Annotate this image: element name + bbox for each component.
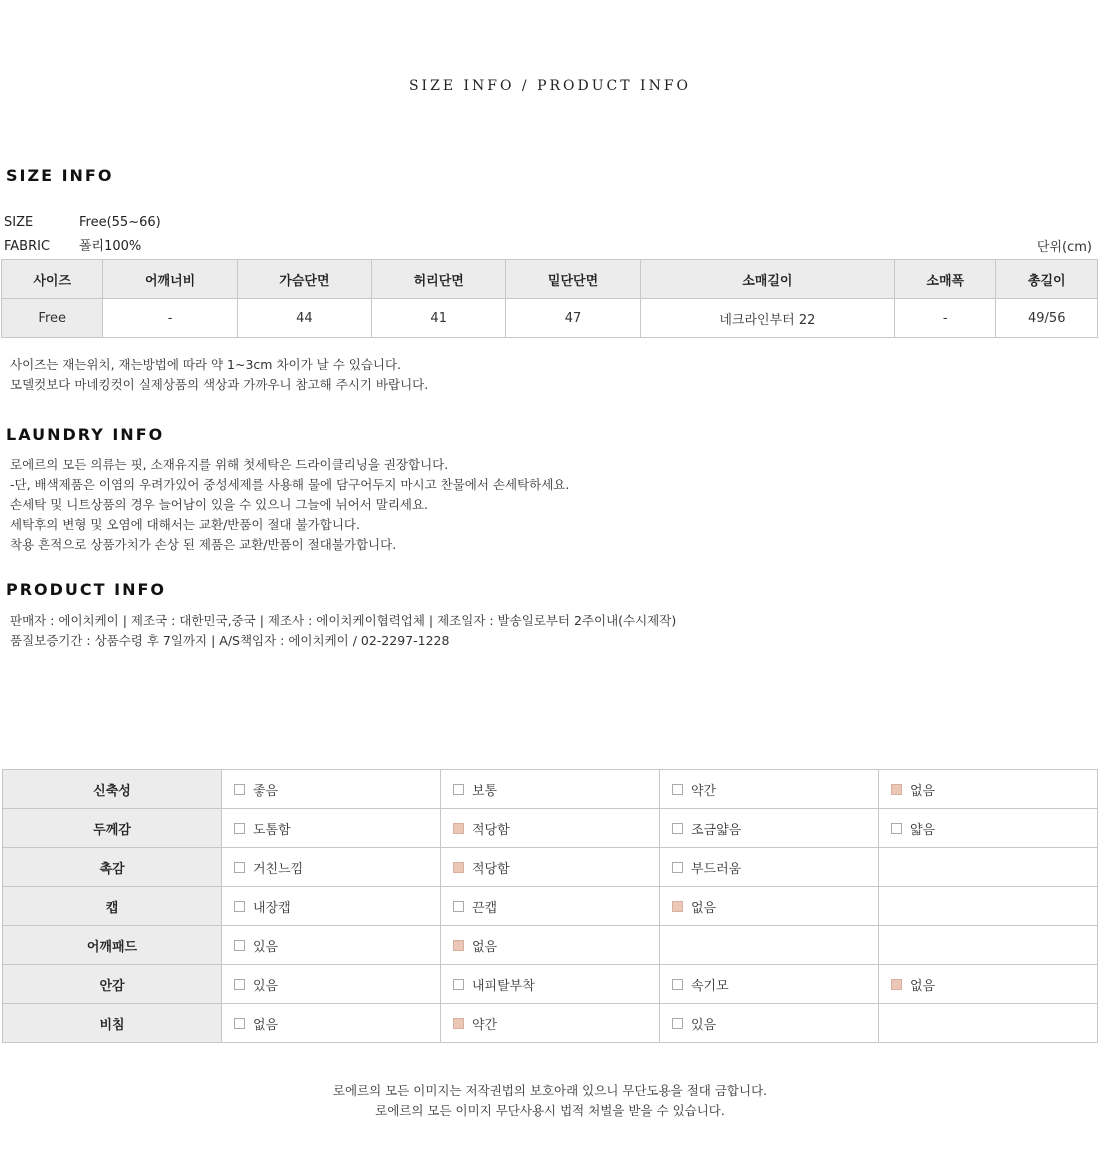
laundry-line: 손세탁 및 니트상품의 경우 늘어남이 있을 수 있으니 그늘에 뉘어서 말리세요. [10, 497, 429, 512]
laundry-line: 로에르의 모든 의류는 핏, 소재유지를 위해 첫세탁은 드라이클리닝을 권장합니다. [10, 457, 449, 472]
feel-option-label: 거친느낌 [253, 861, 304, 877]
size-cell: 41 [372, 299, 506, 338]
feel-option [672, 858, 741, 877]
size-col-header: 소매길이 [640, 260, 894, 299]
feel-option-cell [222, 809, 441, 848]
feel-option-label: 없음 [691, 900, 717, 916]
laundry-info-heading: LAUNDRY INFO [6, 425, 165, 444]
table-row [3, 965, 1098, 1004]
feel-option-cell [879, 1004, 1098, 1043]
size-note: 모델컷보다 마네킹컷이 실제상품의 색상과 가까우니 참고해 주시기 바랍니다. [10, 377, 429, 392]
size-cell: Free [2, 299, 103, 338]
feel-option-cell [879, 926, 1098, 965]
size-info-heading: SIZE INFO [6, 166, 114, 185]
size-cell: - [895, 299, 996, 338]
checked-box-icon [891, 979, 902, 990]
product-line: 품질보증기간 : 상품수령 후 7일까지 | A/S책임자 : 에이치케이 / 02-2297-1228 [10, 633, 450, 648]
feel-option-cell [441, 887, 660, 926]
checked-box-icon [672, 901, 683, 912]
checked-box-icon [453, 823, 464, 834]
product-info-heading: PRODUCT INFO [6, 580, 167, 599]
unchecked-box-icon [453, 979, 464, 990]
unchecked-box-icon [453, 784, 464, 795]
feel-option-cell [660, 770, 879, 809]
feel-row-label: 신축성 [3, 770, 222, 809]
feel-option [234, 858, 303, 877]
feel-option-label: 내피탈부착 [472, 978, 535, 994]
feel-option-cell [441, 809, 660, 848]
size-label: SIZE [4, 215, 34, 230]
feel-option [453, 819, 510, 838]
feel-option-cell [222, 1004, 441, 1043]
product-text [10, 611, 676, 651]
feel-option-label: 있음 [691, 1017, 717, 1033]
feel-option [891, 819, 935, 838]
feel-option [891, 780, 935, 799]
unchecked-box-icon [234, 1018, 245, 1029]
feel-row-label: 촉감 [3, 848, 222, 887]
table-row [2, 299, 1098, 338]
size-note: 사이즈는 재는위치, 재는방법에 따라 약 1~3cm 차이가 날 수 있습니다. [10, 357, 402, 372]
feel-option-label: 있음 [253, 978, 279, 994]
feel-option [672, 1014, 716, 1033]
feel-option-cell [441, 848, 660, 887]
size-cell: - [103, 299, 237, 338]
feel-option [234, 975, 278, 994]
feel-option-cell [660, 809, 879, 848]
feel-option-cell [441, 965, 660, 1004]
feel-option-cell [441, 1004, 660, 1043]
laundry-line: 세탁후의 변형 및 오염에 대해서는 교환/반품이 절대 불가합니다. [10, 517, 360, 532]
size-col-header: 총길이 [996, 260, 1098, 299]
unchecked-box-icon [891, 823, 902, 834]
size-value: Free(55~66) [79, 215, 161, 230]
feel-option-label: 약간 [691, 783, 717, 799]
feel-option-cell [222, 848, 441, 887]
feel-option-label: 내장캡 [253, 900, 291, 916]
product-line: 판매자 : 에이치케이 | 제조국 : 대한민국,중국 | 제조사 : 에이치케이협력업체 | 제조일자 : 발송일로부터 2주이내(수시제작) [10, 613, 677, 628]
checked-box-icon [891, 784, 902, 795]
unchecked-box-icon [234, 901, 245, 912]
table-row [3, 848, 1098, 887]
size-spec [4, 215, 161, 230]
feel-option-label: 도톰함 [253, 822, 291, 838]
page-title: SIZE INFO / PRODUCT INFO [408, 78, 692, 94]
feel-option-label: 속기모 [691, 978, 729, 994]
feel-option-cell [879, 809, 1098, 848]
unchecked-box-icon [234, 940, 245, 951]
fabric-label: FABRIC [4, 239, 51, 254]
feel-option [453, 1014, 497, 1033]
size-cell: 44 [237, 299, 371, 338]
feel-option-cell [660, 926, 879, 965]
size-col-header: 어깨너비 [103, 260, 237, 299]
unchecked-box-icon [672, 1018, 683, 1029]
feel-option-cell [660, 887, 879, 926]
feel-option [234, 936, 278, 955]
feel-option-cell [441, 926, 660, 965]
feel-option [453, 858, 510, 877]
unchecked-box-icon [234, 979, 245, 990]
feel-row-label: 두께감 [3, 809, 222, 848]
unchecked-box-icon [672, 823, 683, 834]
size-table [1, 259, 1098, 338]
size-table-header [2, 260, 1098, 299]
feel-option [234, 819, 291, 838]
unchecked-box-icon [453, 901, 464, 912]
feel-option-label: 보통 [472, 783, 498, 799]
feel-row-label: 안감 [3, 965, 222, 1004]
feel-option-label: 없음 [910, 783, 936, 799]
fabric-spec [4, 235, 141, 254]
size-col-header: 사이즈 [2, 260, 103, 299]
feel-option-label: 없음 [910, 978, 936, 994]
feel-option-cell [222, 926, 441, 965]
feel-option [891, 975, 935, 994]
feel-option-label: 없음 [472, 939, 498, 955]
feel-option-label: 있음 [253, 939, 279, 955]
size-col-header: 가슴단면 [237, 260, 371, 299]
table-row [3, 770, 1098, 809]
feel-option-label: 조금얇음 [691, 822, 742, 838]
size-cell: 49/56 [996, 299, 1098, 338]
fabric-value: 폴리100% [79, 239, 142, 254]
feel-option-cell [222, 770, 441, 809]
checked-box-icon [453, 1018, 464, 1029]
feel-option-cell [879, 770, 1098, 809]
feel-option-label: 부드러움 [691, 861, 742, 877]
size-cell: 네크라인부터 22 [640, 299, 894, 338]
feel-option-label: 없음 [253, 1017, 279, 1033]
copyright-line: 로에르의 모든 이미지는 저작권법의 보호아래 있으니 무단도용을 절대 금합니다. [332, 1083, 768, 1098]
feel-option-label: 적당함 [472, 822, 510, 838]
unchecked-box-icon [234, 862, 245, 873]
feel-option-cell [660, 848, 879, 887]
unchecked-box-icon [234, 823, 245, 834]
feel-option-cell [879, 965, 1098, 1004]
checked-box-icon [453, 940, 464, 951]
fabric-feel-table [2, 769, 1098, 1043]
feel-option-cell [879, 848, 1098, 887]
feel-option-label: 좋음 [253, 783, 279, 799]
feel-option-cell [660, 965, 879, 1004]
unit-label: 단위(cm) [1036, 240, 1092, 255]
unchecked-box-icon [234, 784, 245, 795]
feel-option-label: 끈캡 [472, 900, 498, 916]
feel-option [672, 975, 729, 994]
copyright-notice [0, 1081, 1100, 1121]
feel-option [672, 819, 741, 838]
checked-box-icon [453, 862, 464, 873]
table-row [3, 809, 1098, 848]
feel-option [234, 1014, 278, 1033]
feel-option [234, 780, 278, 799]
size-col-header: 소매폭 [895, 260, 996, 299]
feel-row-label: 캡 [3, 887, 222, 926]
laundry-line: 착용 흔적으로 상품가치가 손상 된 제품은 교환/반품이 절대불가합니다. [10, 537, 397, 552]
unchecked-box-icon [672, 979, 683, 990]
feel-option [672, 897, 716, 916]
feel-option-cell [222, 965, 441, 1004]
table-row [3, 926, 1098, 965]
feel-option-label: 적당함 [472, 861, 510, 877]
laundry-text [10, 455, 569, 555]
size-col-header: 밑단단면 [506, 260, 640, 299]
feel-option [453, 936, 497, 955]
feel-option-cell [222, 887, 441, 926]
size-notes [10, 355, 428, 395]
table-row [3, 1004, 1098, 1043]
feel-row-label: 비침 [3, 1004, 222, 1043]
feel-option [453, 897, 497, 916]
laundry-line: -단, 배색제품은 이염의 우려가있어 중성세제를 사용해 물에 담구어두지 마시고 찬물에서 손세탁하세요. [10, 477, 570, 492]
unchecked-box-icon [672, 784, 683, 795]
feel-option-cell [660, 1004, 879, 1043]
feel-option [672, 780, 716, 799]
feel-option [234, 897, 291, 916]
feel-option-label: 얇음 [910, 822, 936, 838]
copyright-line: 로에르의 모든 이미지 무단사용시 법적 처벌을 받을 수 있습니다. [375, 1103, 725, 1118]
feel-option [453, 780, 497, 799]
unchecked-box-icon [672, 862, 683, 873]
feel-option-cell [441, 770, 660, 809]
size-cell: 47 [506, 299, 640, 338]
feel-option [453, 975, 535, 994]
feel-option-cell [879, 887, 1098, 926]
feel-option-label: 약간 [472, 1017, 498, 1033]
feel-row-label: 어깨패드 [3, 926, 222, 965]
size-col-header: 허리단면 [372, 260, 506, 299]
table-row [3, 887, 1098, 926]
